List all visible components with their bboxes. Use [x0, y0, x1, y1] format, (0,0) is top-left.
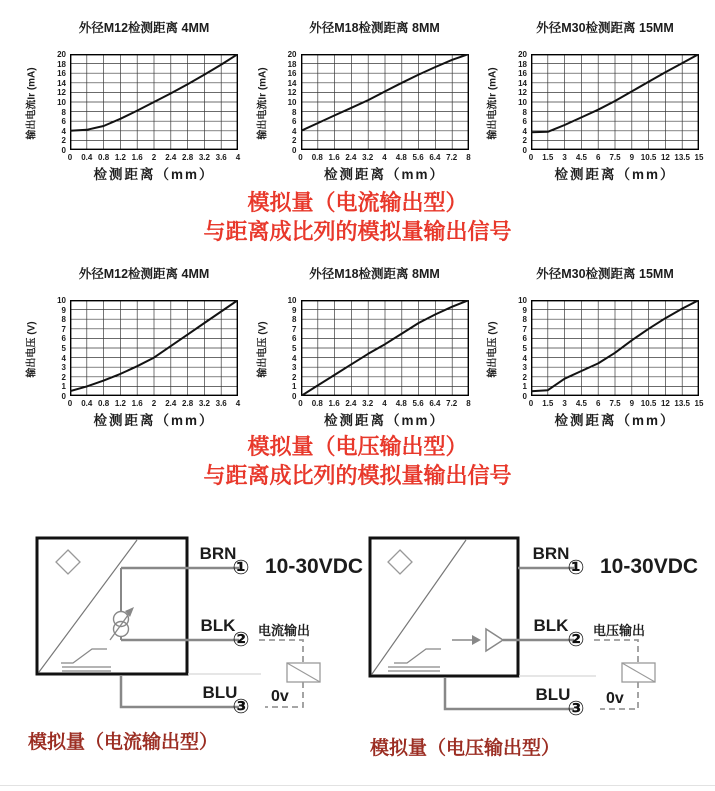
- diamond-icon: [56, 550, 80, 574]
- y-tick-label: 4: [61, 353, 66, 363]
- x-tick-label: 15: [694, 153, 704, 162]
- terminal-2-icon: ②: [232, 629, 250, 651]
- y-tick-label: 2: [61, 372, 66, 382]
- x-tick-label: 1.6: [328, 153, 340, 162]
- x-tick-label: 7.2: [446, 399, 458, 408]
- chart-x-axis-label: 检测距离（mm）: [554, 167, 676, 182]
- x-tick-label: 6: [595, 153, 601, 162]
- brn-wire-label: BRN: [532, 544, 570, 563]
- y-tick-label: 5: [522, 344, 527, 353]
- x-tick-label: 4: [382, 153, 387, 162]
- wiring-diagram-current: [25, 522, 364, 757]
- wiring-diagram-voltage: [360, 522, 710, 757]
- chart-x-axis-label: 检测距离（mm）: [93, 167, 215, 182]
- terminal-1-icon: ①: [232, 557, 250, 579]
- y-tick-label: 7: [292, 324, 297, 334]
- chart-current-m30: [479, 12, 705, 182]
- x-tick-label: 6.4: [429, 153, 441, 162]
- y-tick-label: 8: [292, 315, 297, 325]
- y-tick-label: 6: [61, 334, 66, 344]
- y-tick-label: 8: [522, 107, 527, 117]
- y-tick-label: 6: [522, 117, 527, 127]
- chart-title: 外径M30检测距离 15MM: [536, 21, 674, 35]
- x-tick-label: 4: [235, 399, 241, 408]
- x-tick-label: 10.5: [640, 399, 657, 408]
- power-label: 10-30VDC: [600, 555, 699, 578]
- y-tick-label: 2: [292, 372, 297, 382]
- x-tick-label: 1.2: [114, 399, 126, 408]
- x-tick-label: 3: [562, 153, 567, 162]
- chart-x-axis-label: 检测距离（mm）: [554, 413, 676, 428]
- x-tick-label: 4: [382, 399, 387, 408]
- x-tick-label: 0: [528, 153, 534, 162]
- y-tick-label: 20: [518, 50, 527, 59]
- y-tick-label: 9: [61, 305, 66, 315]
- y-tick-label: 2: [522, 372, 527, 382]
- slogan-voltage: [0, 432, 715, 490]
- x-tick-label: 0.8: [98, 399, 110, 408]
- y-tick-label: 2: [292, 136, 297, 146]
- x-tick-label: 0.4: [81, 399, 93, 408]
- x-tick-label: 3.6: [215, 399, 227, 408]
- output-label: 电压输出: [593, 623, 646, 638]
- y-tick-label: 3: [292, 363, 297, 373]
- y-tick-label: 10: [57, 98, 66, 107]
- terminal-3-icon: ③: [232, 696, 250, 718]
- diamond-icon: [388, 550, 412, 574]
- x-tick-label: 2.4: [345, 399, 357, 408]
- y-tick-label: 7: [522, 324, 527, 334]
- x-tick-label: 4: [235, 153, 241, 162]
- y-tick-label: 0: [522, 146, 527, 155]
- plot-area: [301, 300, 469, 396]
- x-tick-label: 3.2: [362, 399, 374, 408]
- x-tick-label: 8: [466, 399, 471, 408]
- x-tick-label: 0: [67, 399, 73, 408]
- wiring-diagrams-row: [0, 522, 715, 757]
- plot-area: [70, 54, 238, 150]
- x-tick-label: 3.2: [198, 399, 210, 408]
- x-tick-label: 2.8: [182, 399, 194, 408]
- power-label: 10-30VDC: [265, 555, 364, 578]
- slogan-current: [0, 188, 715, 246]
- chart-x-axis-label: 检测距离（mm）: [323, 413, 445, 428]
- x-tick-label: 13.5: [674, 399, 690, 408]
- y-tick-label: 18: [57, 59, 66, 69]
- x-tick-label: 0.8: [311, 153, 323, 162]
- chart-title: 外径M12检测距离 4MM: [78, 267, 210, 281]
- x-tick-label: 1.6: [328, 399, 340, 408]
- zero-volt-label: 0v: [606, 690, 624, 707]
- current-source-icon: [110, 568, 134, 640]
- y-tick-label: 10: [518, 98, 527, 107]
- y-tick-label: 1: [522, 382, 527, 392]
- terminal-1-icon: ①: [567, 557, 585, 579]
- x-tick-label: 1.6: [131, 153, 143, 162]
- slogan-current-line2: 与距离成比列的模拟量输出信号: [203, 219, 512, 244]
- chart-y-axis-label: 输出电压 (V): [257, 321, 268, 378]
- sensor-box: [37, 538, 187, 674]
- y-tick-label: 6: [522, 334, 527, 344]
- y-tick-label: 2: [522, 136, 527, 146]
- x-tick-label: 0: [528, 399, 534, 408]
- y-tick-label: 20: [287, 50, 297, 59]
- slogan-voltage-line2: 与距离成比列的模拟量输出信号: [203, 463, 512, 488]
- diagram-caption-voltage: 模拟量（电压输出型）: [370, 738, 561, 759]
- chart-x-axis-label: 检测距离（mm）: [323, 167, 445, 182]
- y-tick-label: 0: [292, 392, 297, 401]
- x-tick-label: 9: [629, 399, 635, 408]
- x-tick-label: 12: [660, 399, 670, 408]
- x-tick-label: 7.2: [446, 153, 458, 162]
- y-tick-label: 0: [522, 392, 527, 401]
- y-tick-label: 8: [61, 315, 66, 325]
- y-tick-label: 0: [61, 392, 66, 401]
- ramp-icon: [61, 649, 111, 671]
- y-tick-label: 0: [61, 146, 66, 155]
- y-tick-label: 14: [518, 78, 527, 88]
- y-tick-label: 3: [61, 363, 66, 373]
- x-tick-label: 12: [660, 153, 670, 162]
- plot-area: [531, 300, 699, 396]
- x-tick-label: 1.6: [131, 399, 143, 408]
- blu-wire-label: BLU: [202, 683, 238, 702]
- x-tick-label: 0: [298, 153, 303, 162]
- chart-current-m12: [18, 12, 244, 182]
- x-tick-label: 1.2: [114, 153, 126, 162]
- chart-title: 外径M12检测距离 4MM: [78, 21, 210, 35]
- current-charts-row: [0, 12, 715, 182]
- y-tick-label: 16: [518, 69, 527, 79]
- y-tick-label: 4: [61, 126, 66, 136]
- y-tick-label: 10: [518, 296, 527, 305]
- plot-area: [301, 54, 469, 150]
- x-tick-label: 4.5: [575, 399, 587, 408]
- x-tick-label: 0.8: [311, 399, 323, 408]
- chart-current-m18: [249, 12, 475, 182]
- chart-y-axis-label: 输出电流Ir (mA): [26, 67, 38, 140]
- page-bottom-divider: [0, 785, 715, 786]
- y-tick-label: 12: [518, 88, 527, 98]
- x-tick-label: 2: [151, 153, 157, 162]
- chart-voltage-m12: [18, 258, 244, 428]
- output-label: 电流输出: [258, 623, 311, 638]
- chart-voltage-m18: [249, 258, 475, 428]
- y-tick-label: 10: [57, 296, 66, 305]
- y-tick-label: 9: [522, 305, 527, 315]
- x-tick-label: 4.8: [395, 399, 407, 408]
- x-tick-label: 1.5: [542, 153, 554, 162]
- y-tick-label: 14: [57, 78, 66, 88]
- plot-area: [70, 300, 238, 396]
- blu-wire-label: BLU: [535, 685, 571, 704]
- x-tick-label: 0.8: [98, 153, 110, 162]
- chart-y-axis-label: 输出电流Ir (mA): [257, 67, 268, 140]
- x-tick-label: 3.6: [215, 153, 227, 162]
- y-tick-label: 3: [522, 363, 527, 373]
- y-tick-label: 4: [292, 126, 297, 136]
- y-tick-label: 14: [287, 78, 297, 88]
- x-tick-label: 4.8: [395, 153, 407, 162]
- y-tick-label: 2: [61, 136, 66, 146]
- y-tick-label: 6: [61, 117, 66, 127]
- y-tick-label: 8: [292, 107, 297, 117]
- y-tick-label: 6: [292, 117, 297, 127]
- y-tick-label: 7: [61, 324, 66, 334]
- x-tick-label: 3: [562, 399, 567, 408]
- y-tick-label: 5: [61, 344, 66, 353]
- x-tick-label: 0: [67, 153, 73, 162]
- chart-title: 外径M18检测距离 8MM: [309, 21, 440, 35]
- x-tick-label: 2: [151, 399, 157, 408]
- y-tick-label: 0: [292, 146, 297, 155]
- blk-wire-label: BLK: [533, 616, 569, 635]
- brn-wire-label: BRN: [199, 544, 237, 563]
- x-tick-label: 13.5: [674, 153, 690, 162]
- sensor-box: [370, 538, 518, 676]
- y-tick-label: 8: [522, 315, 527, 325]
- y-tick-label: 5: [292, 344, 297, 353]
- x-tick-label: 8: [466, 153, 471, 162]
- zero-volt-label: 0v: [271, 688, 289, 705]
- x-tick-label: 10.5: [640, 153, 657, 162]
- terminal-3-icon: ③: [567, 698, 585, 720]
- x-tick-label: 3.2: [362, 153, 374, 162]
- chart-y-axis-label: 输出电流Ir (mA): [487, 67, 499, 140]
- y-tick-label: 18: [287, 59, 297, 69]
- chart-x-axis-label: 检测距离（mm）: [93, 413, 215, 428]
- y-tick-label: 4: [522, 353, 527, 363]
- chart-y-axis-label: 输出电压 (V): [26, 321, 38, 378]
- x-tick-label: 9: [629, 153, 635, 162]
- x-tick-label: 2.4: [345, 153, 357, 162]
- x-tick-label: 0: [298, 399, 303, 408]
- x-tick-label: 2.8: [182, 153, 194, 162]
- x-tick-label: 0.4: [81, 153, 93, 162]
- x-tick-label: 6: [595, 399, 601, 408]
- y-tick-label: 18: [518, 59, 527, 69]
- y-tick-label: 9: [292, 305, 297, 315]
- y-tick-label: 10: [287, 98, 297, 107]
- y-tick-label: 16: [57, 69, 66, 79]
- slogan-voltage-line1: 模拟量（电压输出型）: [247, 434, 468, 459]
- y-tick-label: 4: [292, 353, 297, 363]
- y-tick-label: 6: [292, 334, 297, 344]
- ramp-icon: [388, 649, 441, 671]
- plot-area: [531, 54, 699, 150]
- terminal-2-icon: ②: [567, 629, 585, 651]
- slogan-current-line1: 模拟量（电流输出型）: [247, 190, 468, 215]
- y-tick-label: 12: [57, 88, 66, 98]
- x-tick-label: 2.4: [165, 153, 177, 162]
- y-tick-label: 12: [287, 88, 297, 98]
- y-tick-label: 16: [287, 69, 297, 79]
- amplifier-icon: [452, 629, 503, 651]
- y-tick-label: 1: [61, 382, 66, 392]
- x-tick-label: 1.5: [542, 399, 554, 408]
- x-tick-label: 7.5: [609, 399, 621, 408]
- chart-title: 外径M30检测距离 15MM: [536, 267, 674, 281]
- x-tick-label: 4.5: [575, 153, 587, 162]
- x-tick-label: 2.4: [165, 399, 177, 408]
- x-tick-label: 3.2: [198, 153, 210, 162]
- x-tick-label: 6.4: [429, 399, 441, 408]
- blk-wire-label: BLK: [200, 616, 236, 635]
- chart-voltage-m30: [479, 258, 705, 428]
- chart-y-axis-label: 输出电压 (V): [487, 321, 499, 378]
- x-tick-label: 7.5: [609, 153, 621, 162]
- y-tick-label: 1: [292, 382, 297, 392]
- x-tick-label: 5.6: [412, 399, 424, 408]
- y-tick-label: 20: [57, 50, 66, 59]
- voltage-charts-row: [0, 258, 715, 428]
- diagram-caption-current: 模拟量（电流输出型）: [28, 732, 219, 753]
- load-circuit: [594, 640, 655, 709]
- x-tick-label: 15: [694, 399, 704, 408]
- x-tick-label: 5.6: [412, 153, 424, 162]
- y-tick-label: 8: [61, 107, 66, 117]
- chart-title: 外径M18检测距离 8MM: [309, 267, 440, 281]
- y-tick-label: 4: [522, 126, 527, 136]
- y-tick-label: 10: [287, 296, 297, 305]
- load-circuit: [259, 640, 320, 707]
